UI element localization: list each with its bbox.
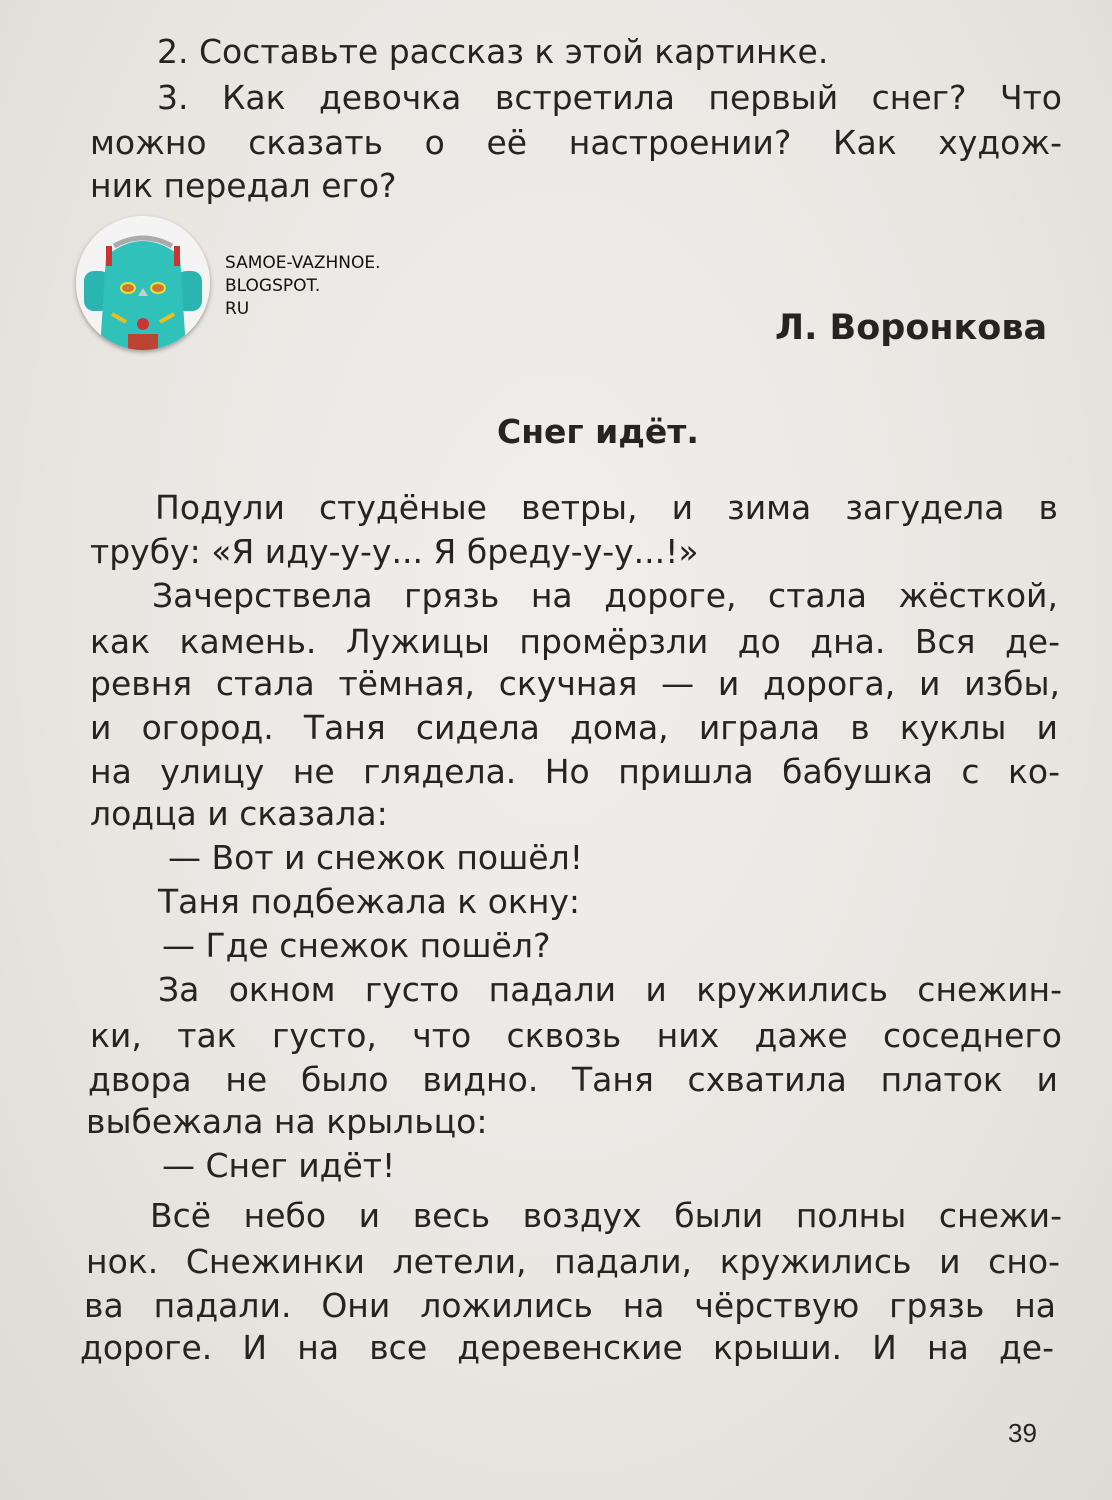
text-line: на улицу не глядела. Но пришла бабушка с ко- bbox=[90, 752, 1060, 791]
text-line: и огород. Таня сидела дома, играла в куклы и bbox=[90, 708, 1058, 747]
text-line: Зачерствела грязь на дороге, стала жёсткой, bbox=[152, 576, 1058, 615]
story-title: Снег идёт. bbox=[497, 412, 699, 451]
author: Л. Воронкова bbox=[775, 308, 1048, 348]
text-line: — Где снежок пошёл? bbox=[162, 926, 551, 965]
text-line: как камень. Лужицы промёрзли до дна. Вся де- bbox=[90, 622, 1060, 661]
question-line: ник передал его? bbox=[90, 166, 397, 205]
text-line: дороге. И на все деревенские крыши. И на де- bbox=[80, 1328, 1054, 1367]
text-line: — Вот и снежок пошёл! bbox=[168, 838, 583, 877]
text-line: ва падали. Они ложились на чёрствую грязь на bbox=[84, 1286, 1056, 1325]
watermark-line-3: RU bbox=[225, 299, 250, 319]
text-line: За окном густо падали и кружились снежин- bbox=[158, 970, 1062, 1009]
text-line: лодца и сказала: bbox=[90, 794, 388, 833]
text-line: ки, так густо, что сквозь них даже соседнего bbox=[90, 1016, 1062, 1055]
page-number: 39 bbox=[1008, 1418, 1037, 1448]
question-line: 3. Как девочка встретила первый снег? Что bbox=[157, 78, 1062, 117]
text-line: ревня стала тёмная, скучная — и дорога, и избы, bbox=[90, 664, 1060, 703]
text-line: двора не было видно. Таня схватила платок и bbox=[88, 1060, 1058, 1099]
watermark-line-2: BLOGSPOT. bbox=[225, 276, 321, 296]
text-line: трубу: «Я иду-у-у... Я бреду-у-у...!» bbox=[90, 532, 699, 571]
text-line: нок. Снежинки летели, падали, кружились и сно- bbox=[86, 1242, 1060, 1281]
text-line: выбежала на крыльцо: bbox=[86, 1102, 488, 1141]
text-line: Таня подбежала к окну: bbox=[158, 882, 581, 921]
robot-logo-icon bbox=[76, 216, 210, 350]
watermark-line-1: SAMOE-VAZHNOE. bbox=[225, 253, 381, 273]
text-line: Подули студёные ветры, и зима загудела в bbox=[155, 488, 1058, 527]
question-line: можно сказать о её настроении? Как худож- bbox=[90, 123, 1062, 162]
question-line: 2. Составьте рассказ к этой картинке. bbox=[157, 32, 829, 71]
text-line: Всё небо и весь воздух были полны снежи- bbox=[150, 1196, 1062, 1235]
text-line: — Снег идёт! bbox=[162, 1146, 396, 1185]
